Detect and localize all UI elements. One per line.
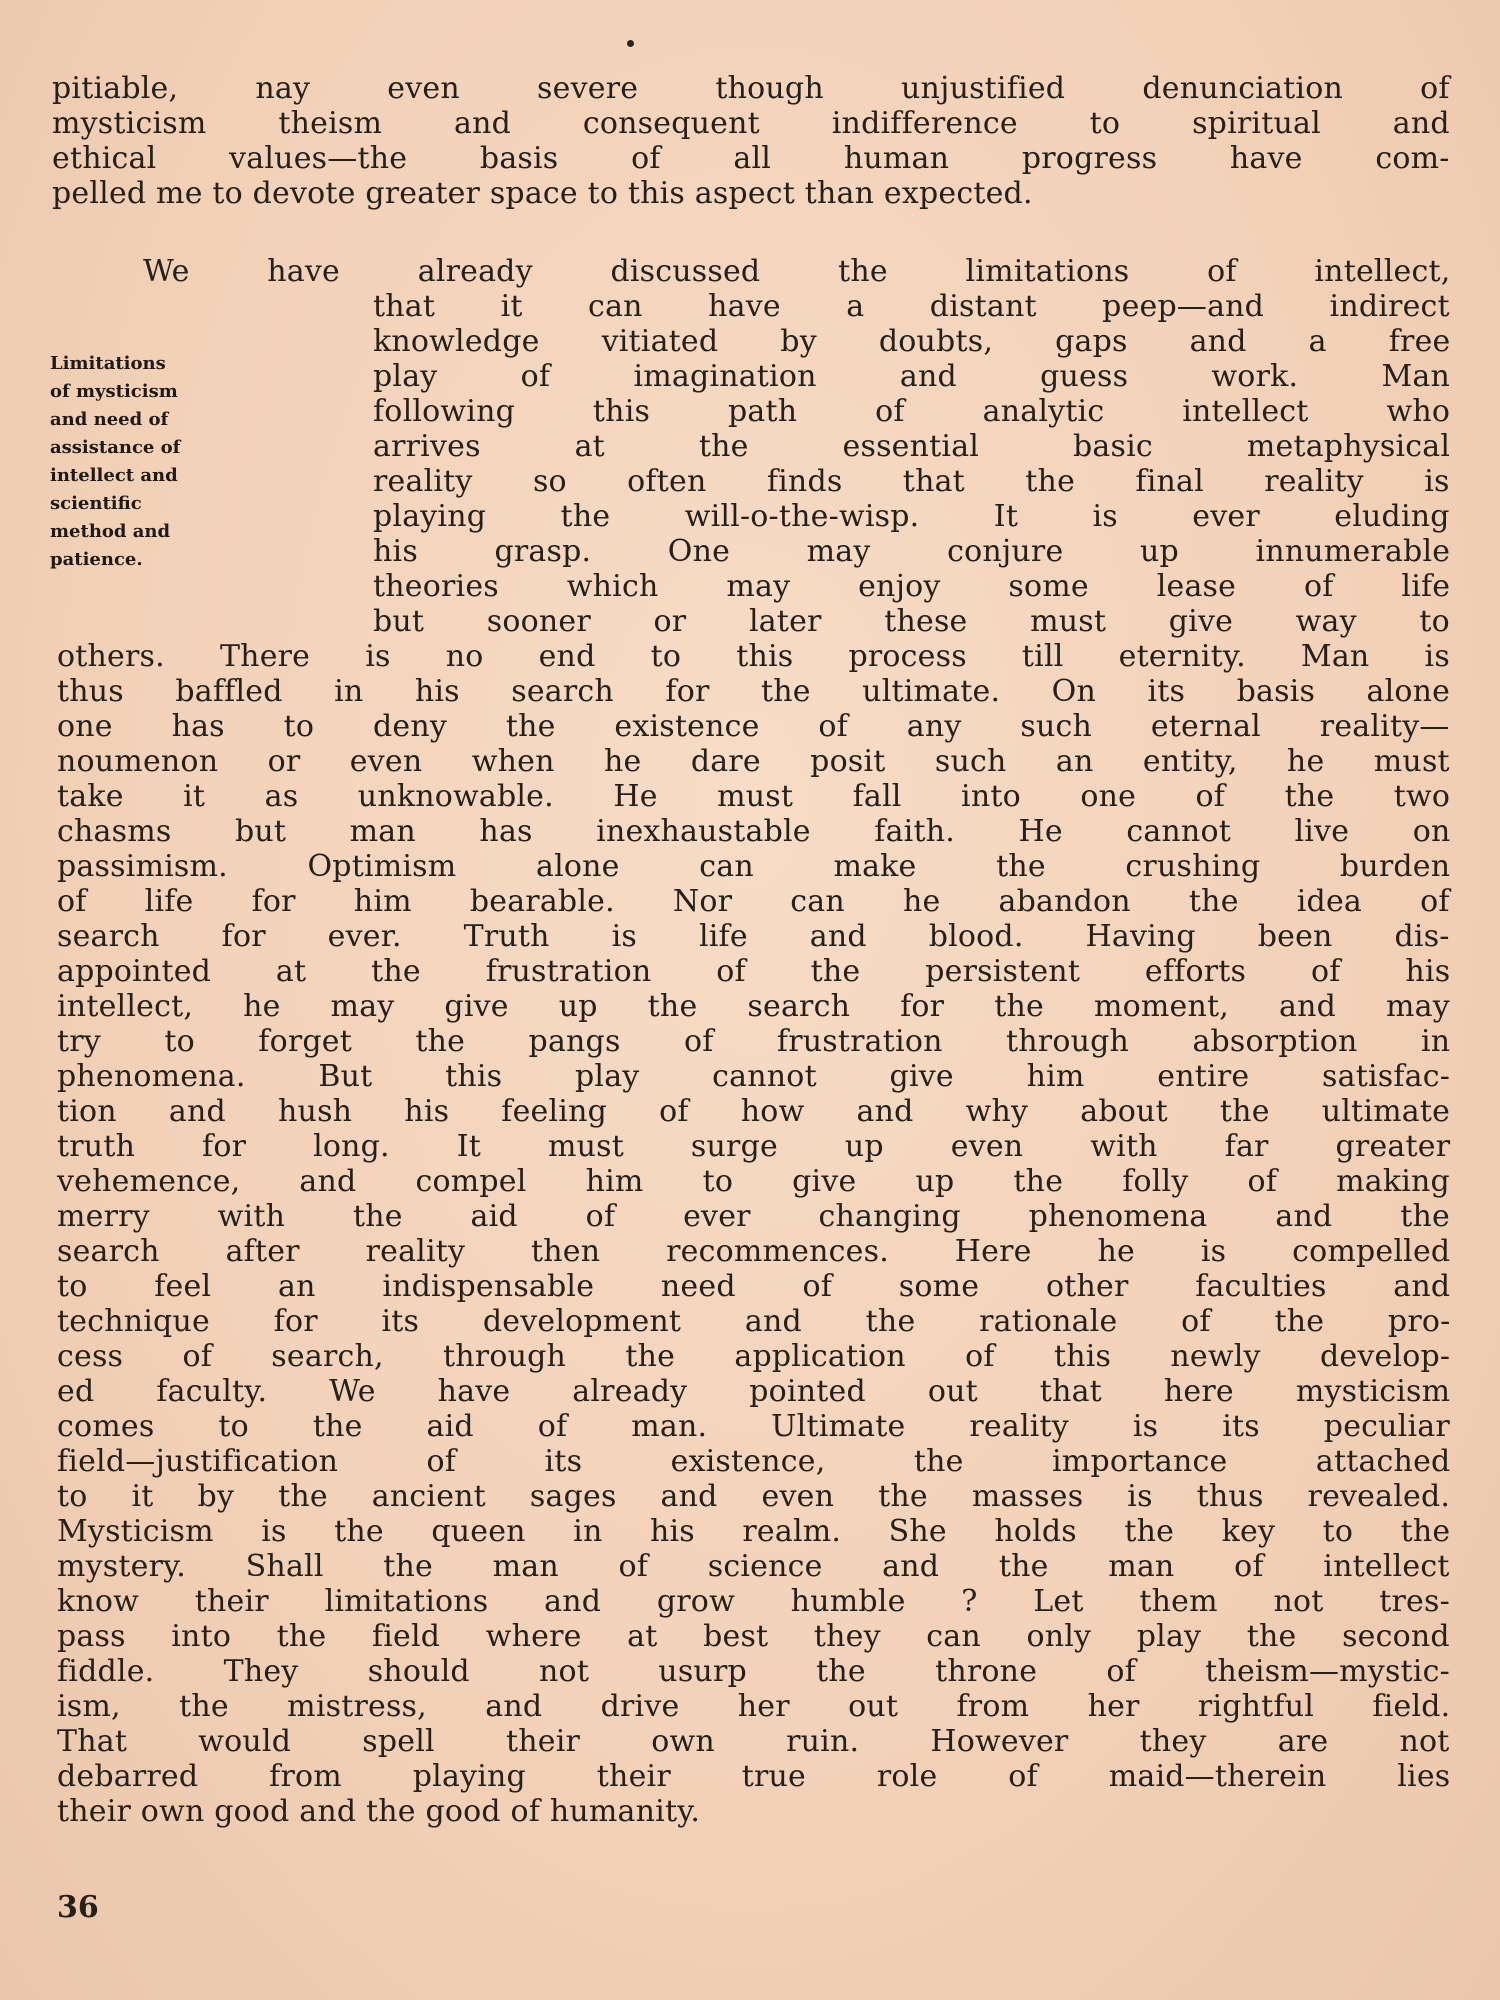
text-line: tion and hush his feeling of how and why about the ultimate	[57, 1094, 1451, 1129]
sidenote-line: assistance of	[50, 437, 181, 458]
text-line: vehemence, and compel him to give up the folly of making	[57, 1164, 1450, 1199]
text-line: phenomena. But this play cannot give him entire satisfac-	[57, 1059, 1451, 1094]
text-line: appointed at the frustration of the persistent efforts of his	[57, 954, 1451, 989]
text-line: pelled me to devote greater space to this aspect than expected.	[52, 176, 1033, 211]
text-line: noumenon or even when he dare posit such an entity, he must	[57, 744, 1450, 779]
text-line: to it by the ancient sages and even the masses is thus revealed.	[57, 1479, 1451, 1514]
text-line: reality so often finds that the final reality is	[373, 464, 1450, 499]
text-line: thus baffled in his search for the ultimate. On its basis alone	[57, 674, 1451, 709]
text-line: theories which may enjoy some lease of life	[373, 569, 1451, 604]
text-line: following this path of analytic intellect who	[373, 394, 1451, 429]
text-line: intellect, he may give up the search for the moment, and may	[57, 989, 1450, 1024]
text-line: but sooner or later these must give way to	[373, 604, 1450, 639]
text-line: fiddle. They should not usurp the throne of theism—mystic-	[57, 1654, 1450, 1689]
text-line: mysticism theism and consequent indifference to spiritual and	[52, 106, 1450, 141]
text-line: one has to deny the existence of any such eternal reality—	[57, 709, 1450, 744]
text-line: that it can have a distant peep—and indirect	[373, 289, 1450, 324]
text-line: We have already discussed the limitations of intellect,	[143, 254, 1451, 289]
text-line: Mysticism is the queen in his realm. She holds the key to the	[57, 1514, 1451, 1549]
text-line: of life for him bearable. Nor can he abandon the idea of	[57, 884, 1450, 919]
text-line: That would spell their own ruin. However they are not	[57, 1724, 1450, 1759]
sidenote-line: of mysticism	[50, 381, 178, 402]
text-line: take it as unknowable. He must fall into one of the two	[57, 779, 1451, 814]
text-line: truth for long. It must surge up even with far greater	[57, 1129, 1451, 1164]
sidenote-line: Limitations	[50, 353, 166, 374]
text-line: ed faculty. We have already pointed out that here mysticism	[57, 1374, 1451, 1409]
text-line: merry with the aid of ever changing phenomena and the	[57, 1199, 1450, 1234]
top-dot-mark	[627, 40, 634, 47]
text-line: pass into the field where at best they can only play the second	[57, 1619, 1450, 1654]
text-line: passimism. Optimism alone can make the crushing burden	[57, 849, 1451, 884]
sidenote-line: intellect and	[50, 465, 178, 486]
text-line: search after reality then recommences. Here he is compelled	[57, 1234, 1451, 1269]
page-number: 36	[57, 1890, 99, 1925]
text-line: try to forget the pangs of frustration through absorption in	[57, 1024, 1451, 1059]
text-line: to feel an indispensable need of some other faculties and	[57, 1269, 1451, 1304]
text-line: play of imagination and guess work. Man	[373, 359, 1450, 394]
sidenote-line: and need of	[50, 409, 169, 430]
text-line: comes to the aid of man. Ultimate reality is its peculiar	[57, 1409, 1450, 1444]
text-line: his grasp. One may conjure up innumerable	[373, 534, 1451, 569]
text-line: mystery. Shall the man of science and the man of intellect	[57, 1549, 1450, 1584]
text-line: others. There is no end to this process till eternity. Man is	[57, 639, 1450, 674]
text-line: their own good and the good of humanity.	[57, 1794, 701, 1829]
text-line: know their limitations and grow humble ? Let them not tres-	[57, 1584, 1450, 1619]
sidenote-line: patience.	[50, 549, 143, 570]
text-line: arrives at the essential basic metaphysical	[373, 429, 1451, 464]
margin-sidenote	[50, 350, 300, 574]
text-line: ethical values—the basis of all human progress have com-	[52, 141, 1450, 176]
text-line: chasms but man has inexhaustable faith. He cannot live on	[57, 814, 1451, 849]
text-line: knowledge vitiated by doubts, gaps and a free	[373, 324, 1451, 359]
sidenote-line: method and	[50, 521, 171, 542]
text-line: field—justification of its existence, the importance attached	[57, 1444, 1451, 1479]
sidenote-line: scientific	[50, 493, 142, 514]
text-line: playing the will-o-the-wisp. It is ever eluding	[373, 499, 1450, 534]
text-line: search for ever. Truth is life and blood. Having been dis-	[57, 919, 1450, 954]
text-line: technique for its development and the rationale of the pro-	[57, 1304, 1451, 1339]
text-line: pitiable, nay even severe though unjustified denunciation of	[52, 71, 1450, 106]
text-line: debarred from playing their true role of maid—therein lies	[57, 1759, 1451, 1794]
text-line: ism, the mistress, and drive her out from her rightful field.	[57, 1689, 1451, 1724]
text-line: cess of search, through the application of this newly develop-	[57, 1339, 1451, 1374]
